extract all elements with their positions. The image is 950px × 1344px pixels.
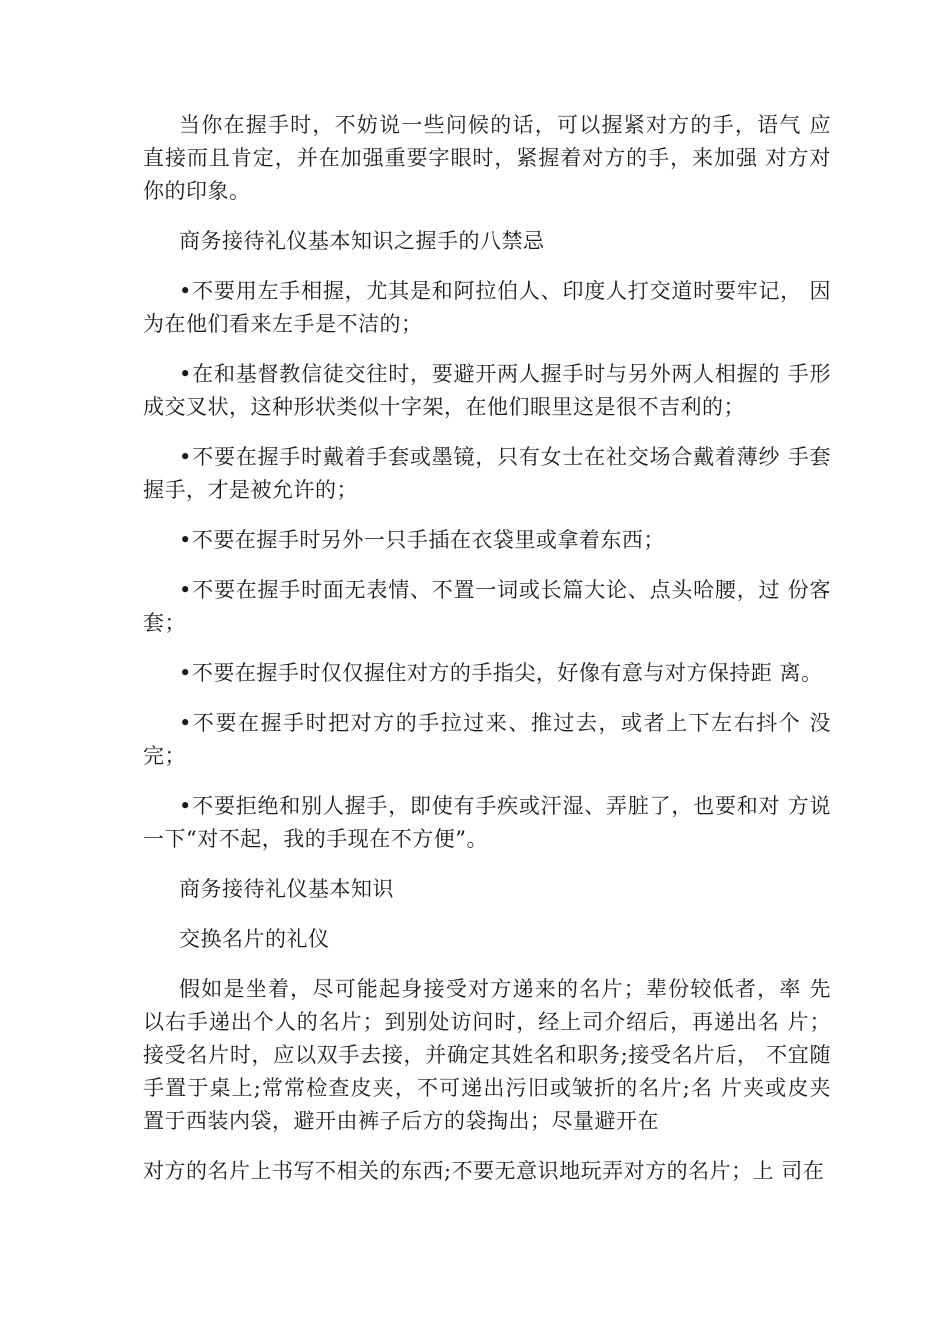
section-heading-handshake-taboos: 商务接待礼仪基本知识之握手的八禁忌 <box>179 229 545 253</box>
section-heading-reception-etiquette: 商务接待礼仪基本知识 <box>179 877 394 901</box>
list-item-taboo-refuse: •不要拒绝和别人握手，即使有手疾或汗湿、弄脏了，也要和对 方说一下“对不起，我的手现在不方便”。 <box>143 794 831 851</box>
paragraph-handshake-greeting: 当你在握手时，不妨说一些问候的话，可以握紧对方的手，语气 应直接而且肯定，并在加强重要字眼时，紧握着对方的手，来加强 对方对你的印象。 <box>143 113 831 203</box>
document-page <box>143 109 831 1205</box>
list-item-taboo-left-hand: •不要用左手相握，尤其是和阿拉伯人、印度人打交道时要牢记， 因为在他们看来左手是不洁的； <box>143 279 831 336</box>
list-item-taboo-expression: •不要在握手时面无表情、不置一词或长篇大论、点头哈腰，过 份客套； <box>143 578 831 635</box>
section-heading-business-cards: 交换名片的礼仪 <box>179 927 330 951</box>
list-item-taboo-fingertips: •不要在握手时仅仅握住对方的手指尖，好像有意与对方保持距 离。 <box>179 661 823 685</box>
paragraph-business-card-continued: 对方的名片上书写不相关的东西;不要无意识地玩弄对方的名片；上 司在 <box>143 1159 825 1183</box>
list-item-taboo-gloves: •不要在握手时戴着手套或墨镜，只有女士在社交场合戴着薄纱 手套握手，才是被允许的； <box>143 445 831 502</box>
list-item-taboo-pocket: •不要在握手时另外一只手插在衣袋里或拿着东西； <box>179 528 665 552</box>
list-item-taboo-cross-shape: •在和基督教信徒交往时，要避开两人握手时与另外两人相握的 手形成交叉状，这种形状类似十字架，在他们眼里这是很不吉利的； <box>143 362 831 419</box>
list-item-taboo-pull-push: •不要在握手时把对方的手拉过来、推过去，或者上下左右抖个 没完； <box>143 711 831 768</box>
paragraph-business-card-rules: 假如是坐着，尽可能起身接受对方递来的名片；辈份较低者，率 先以右手递出个人的名片；到别处访问时，经上司介绍后，再递出名 片；接受名片时，应以双手去接，并确定其姓名和职务;接受名片后， 不宜随手置于桌上;常常检查皮夹，不可递出污旧或皱折的名片;名 片夹或皮夹置于西装内袋，避开由裤子后方的袋掏出；尽量避开在 <box>143 977 831 1133</box>
